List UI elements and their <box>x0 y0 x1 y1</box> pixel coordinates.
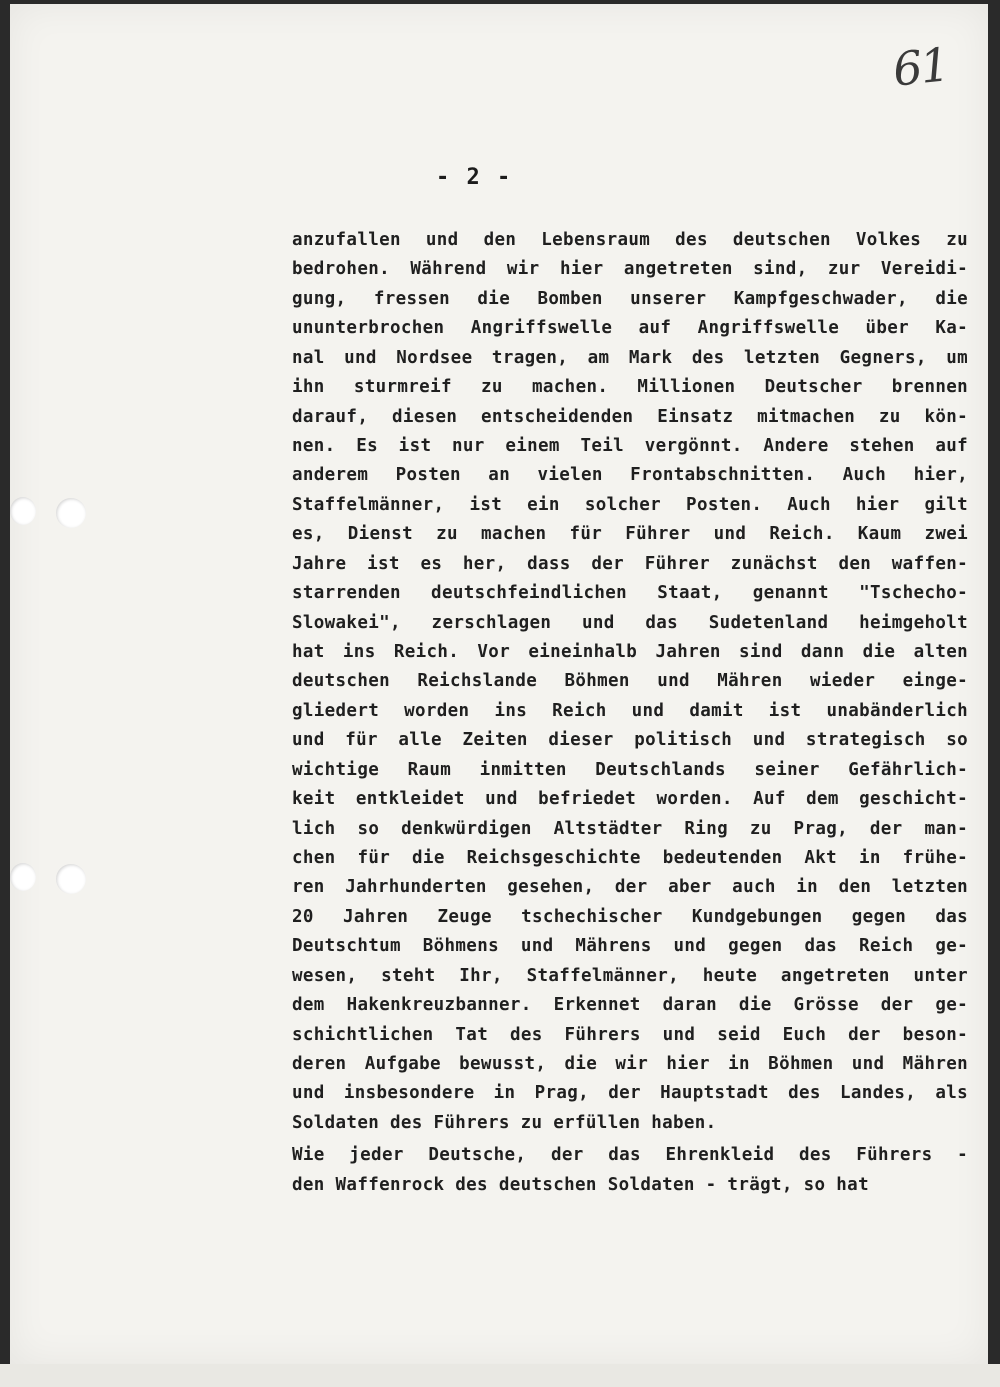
text-line: deren Aufgabe bewusst, die wir hier in Böhmen und Mähren <box>292 1054 968 1074</box>
text-line: es, Dienst zu machen für Führer und Reich. Kaum zwei <box>292 524 968 544</box>
punch-hole <box>10 497 36 525</box>
text-line: ununterbrochen Angriffswelle auf Angriffswelle über Ka- <box>292 318 968 338</box>
text-line: gliedert worden ins Reich und damit ist unabänderlich <box>292 701 968 721</box>
text-line: Slowakei", zerschlagen und das Sudetenland heimgeholt <box>292 613 968 633</box>
text-line: gung, fressen die Bomben unserer Kampfgeschwader, die <box>292 289 968 309</box>
text-line: schichtlichen Tat des Führers und seid Euch der beson- <box>292 1025 968 1045</box>
text-line: hat ins Reich. Vor eineinhalb Jahren sind dann die alten <box>292 642 968 662</box>
text-line: anzufallen und den Lebensraum des deutschen Volkes zu <box>292 230 968 250</box>
text-line: nen. Es ist nur einem Teil vergönnt. Andere stehen auf <box>292 436 968 456</box>
text-line: darauf, diesen entscheidenden Einsatz mitmachen zu kön- <box>292 407 968 427</box>
text-line: Deutschtum Böhmens und Mährens und gegen das Reich ge- <box>292 936 968 956</box>
text-line: keit entkleidet und befriedet worden. Auf dem geschicht- <box>292 789 968 809</box>
text-line: chen für die Reichsgeschichte bedeutenden Akt in frühe- <box>292 848 968 868</box>
text-line: Staffelmänner, ist ein solcher Posten. Auch hier gilt <box>292 495 968 515</box>
text-line: 20 Jahren Zeuge tschechischer Kundgebungen gegen das <box>292 907 968 927</box>
text-line: Jahre ist es her, dass der Führer zunächst den waffen- <box>292 554 968 574</box>
punch-hole <box>10 863 36 891</box>
punch-hole <box>56 498 86 528</box>
text-line: dem Hakenkreuzbanner. Erkennet daran die Grösse der ge- <box>292 995 968 1015</box>
text-line: deutschen Reichslande Böhmen und Mähren wieder einge- <box>292 671 968 691</box>
text-line: lich so denkwürdigen Altstädter Ring zu Prag, der man- <box>292 819 968 839</box>
text-line: starrenden deutschfeindlichen Staat, genannt "Tschecho- <box>292 583 968 603</box>
text-line: Soldaten des Führers zu erfüllen haben. <box>292 1113 717 1133</box>
text-line: und für alle Zeiten dieser politisch und strategisch so <box>292 730 968 750</box>
page-number: - 2 - <box>436 165 513 190</box>
handwritten-folio-number: 61 <box>890 37 951 97</box>
text-line: wichtige Raum inmitten Deutschlands seiner Gefährlich- <box>292 760 968 780</box>
punch-hole <box>56 864 86 894</box>
text-line: nal und Nordsee tragen, am Mark des letzten Gegners, um <box>292 348 968 368</box>
text-line: und insbesondere in Prag, der Hauptstadt des Landes, als <box>292 1083 968 1103</box>
text-line: den Waffenrock des deutschen Soldaten - trägt, so hat <box>292 1175 869 1195</box>
text-line: bedrohen. Während wir hier angetreten sind, zur Vereidi- <box>292 259 968 279</box>
text-line: ihn sturmreif zu machen. Millionen Deutscher brennen <box>292 377 968 397</box>
text-line: Wie jeder Deutsche, der das Ehrenkleid des Führers - <box>292 1145 968 1165</box>
text-line: ren Jahrhunderten gesehen, der aber auch in den letzten <box>292 877 968 897</box>
text-line: anderem Posten an vielen Frontabschnitten. Auch hier, <box>292 465 968 485</box>
text-line: wesen, steht Ihr, Staffelmänner, heute angetreten unter <box>292 966 968 986</box>
scan-bottom-edge <box>0 1364 1000 1387</box>
